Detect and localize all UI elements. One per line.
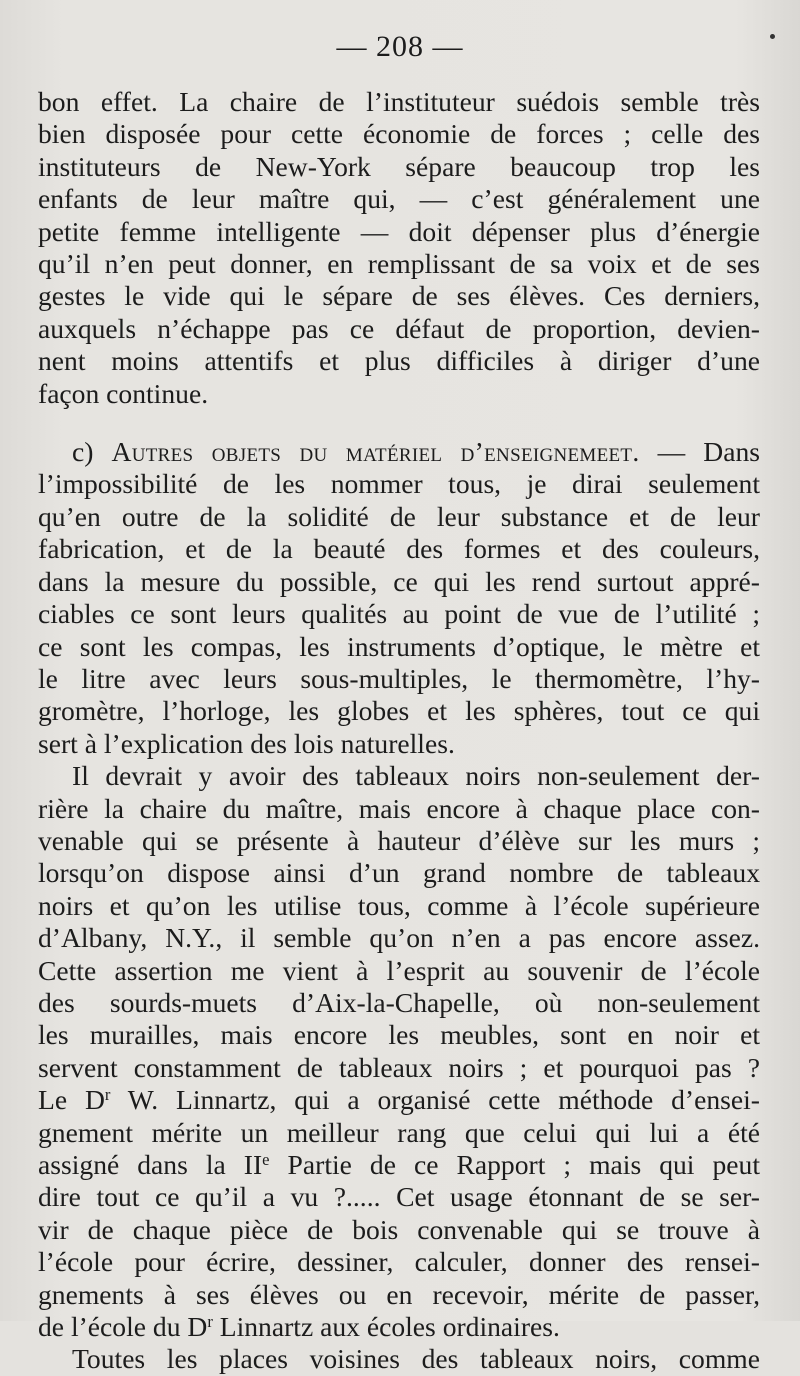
text-line: vir de chaque pièce de bois convenable qui se trouve à	[38, 1213, 760, 1245]
text-line: enfants de leur maître qui, — c’est généralement une	[38, 183, 760, 215]
text-line: instituteurs de New-York sépare beaucoup trop les	[38, 150, 760, 182]
text-line	[38, 1149, 760, 1181]
text-line: dire tout ce qu’il a vu ?..... Cet usage étonnant de se ser-	[38, 1181, 760, 1213]
section-title: Autres objets du matériel d’enseignemeet.	[111, 436, 640, 468]
text-line: gnements à ses élèves ou en recevoir, mérite de passer,	[38, 1278, 760, 1310]
text-line: Il devrait y avoir des tableaux noirs non-seulement der-	[72, 760, 760, 792]
text-line: gestes le vide qui le sépare de ses élèves. Ces derniers,	[38, 280, 760, 312]
text-line: venable qui se présente à hauteur d’élève sur les murs ;	[38, 824, 760, 856]
text-line: l’école pour écrire, dessiner, calculer, donner des rensei-	[38, 1246, 760, 1278]
section-heading	[38, 436, 760, 468]
text-line: l’impossibilité de les nommer tous, je dirai seulement	[38, 468, 760, 500]
text-line: façon continue.	[38, 377, 209, 409]
text-line: lorsqu’on dispose ainsi d’un grand nombre de tableaux	[38, 857, 760, 889]
text-line: qu’il n’en peut donner, en remplissant de sa voix et de ses	[38, 248, 760, 280]
text-line: petite femme intelligente — doit dépenser plus d’énergie	[38, 215, 760, 247]
superscript: r	[104, 1085, 111, 1105]
text-fragment: Linnartz aux écoles ordinaires.	[212, 1311, 560, 1343]
superscript: r	[207, 1311, 213, 1331]
paragraph-gap	[38, 410, 760, 436]
text-line: gnement mérite un meilleur rang que celui qui lui a été	[38, 1116, 760, 1148]
section-dash: — Dans	[639, 436, 760, 468]
text-line: gromètre, l’horloge, les globes et les sphères, tout ce qui	[38, 695, 760, 727]
text-line: Cette assertion me vient à l’esprit au souvenir de l’école	[38, 954, 760, 986]
text-line: bon effet. La chaire de l’instituteur suédois semble très	[38, 86, 760, 117]
text-line: des sourds-muets d’Aix-la-Chapelle, où non-seulement	[38, 986, 760, 1018]
text-line: ciables ce sont leurs qualités au point de vue de l’utilité ;	[38, 598, 760, 630]
text-line: noirs et qu’on les utilise tous, comme à l’école supérieure	[38, 889, 760, 921]
page-number: — 208 —	[336, 30, 464, 63]
text-line: Toutes les places voisines des tableaux noirs, comme	[72, 1343, 760, 1375]
text-line: auxquels n’échappe pas ce défaut de proportion, devien-	[38, 312, 760, 344]
text-fragment: Le D	[38, 1084, 105, 1116]
text-line	[38, 1311, 760, 1343]
text-fragment: W. Linnartz, qui a organisé cette méthode d’ensei-	[110, 1084, 760, 1116]
text-line: les murailles, mais encore les meubles, sont en noir et	[38, 1019, 760, 1051]
text-fragment: de l’école du D	[38, 1311, 208, 1343]
text-line: bien disposée pour cette économie de forces ; celle des	[38, 118, 760, 150]
text-line: dans la mesure du possible, ce qui les rend surtout appré-	[38, 565, 760, 597]
section-letter: c)	[72, 436, 112, 468]
text-line: nent moins attentifs et plus difficiles à diriger d’une	[38, 345, 760, 377]
text-line	[38, 1084, 760, 1116]
text-line: le litre avec leurs sous-multiples, le thermomètre, l’hy-	[38, 662, 760, 694]
text-line: fabrication, et de la beauté des formes et des couleurs,	[38, 533, 760, 565]
body-text	[38, 86, 760, 1376]
text-fragment: Partie de ce Rapport ; mais qui peut	[269, 1149, 760, 1180]
text-line: d’Albany, N.Y., il semble qu’on n’en a pas encore assez.	[38, 922, 760, 954]
text-fragment: assigné dans la II	[38, 1149, 263, 1180]
ink-speck	[770, 34, 775, 39]
superscript: e	[262, 1149, 270, 1169]
text-line: ce sont les compas, les instruments d’optique, le mètre et	[38, 630, 760, 662]
text-line: sert à l’explication des lois naturelles.	[38, 727, 455, 759]
text-line: rière la chaire du maître, mais encore à chaque place con-	[38, 792, 760, 824]
text-line: qu’en outre de la solidité de leur substance et de leur	[38, 500, 760, 532]
text-line: servent constamment de tableaux noirs ; et pourquoi pas ?	[38, 1051, 760, 1083]
